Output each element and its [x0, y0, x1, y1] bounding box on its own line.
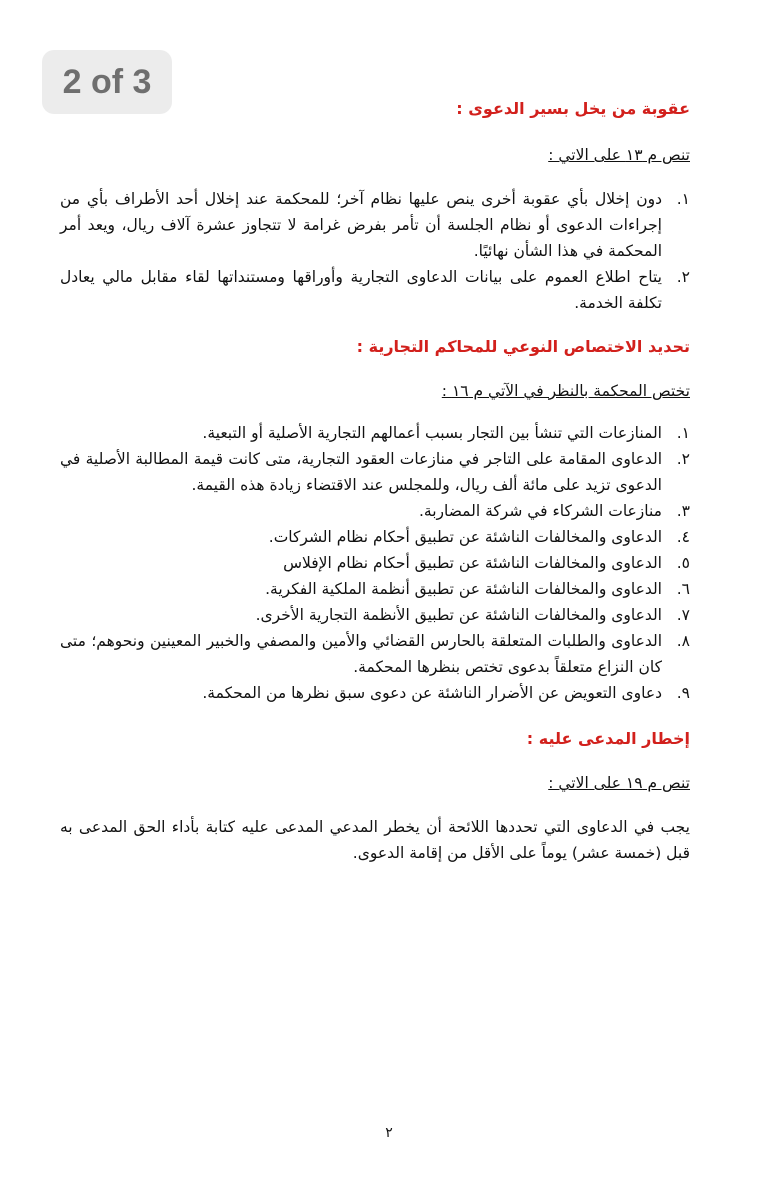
- list-item-text: الدعاوى والمخالفات الناشئة عن تطبيق أحكام نظام الشركات.: [268, 528, 662, 546]
- list-item: [60, 498, 690, 524]
- list-item-number: ٣.: [676, 502, 690, 520]
- list-item-text: يتاح اطلاع العموم على بيانات الدعاوى التجارية وأوراقها ومستنداتها لقاء مقابل مالي يعادل تكلفة الخدمة.: [60, 268, 662, 312]
- list-item-number: ٦.: [676, 580, 690, 598]
- page-indicator-badge: 2 of 3: [42, 50, 172, 114]
- section-heading-notification: إخطار المدعى عليه :: [526, 729, 690, 748]
- list-item-text: الدعاوى والمخالفات الناشئة عن تطبيق أحكام نظام الإفلاس: [283, 554, 662, 572]
- list-item: [60, 186, 690, 264]
- list-item-text: دون إخلال بأي عقوبة أخرى ينص عليها نظام آخر؛ للمحكمة عند إخلال أحد الأطراف بأي من إجراءات الدعوى أو نظام الجلسة أن تأمر بفرض غرامة لا تتجاوز عشرة آلاف ريال، ويعد أمر المحكمة في هذا الشأن نهائيًا.: [60, 190, 662, 260]
- list-item-number: ١.: [676, 190, 690, 208]
- list-item: [60, 576, 690, 602]
- list-item: [60, 524, 690, 550]
- list-item-number: ٨.: [676, 632, 690, 650]
- article-16-list: [60, 420, 690, 706]
- section-heading-jurisdiction: تحديد الاختصاص النوعي للمحاكم التجارية :: [356, 337, 690, 356]
- list-item: [60, 550, 690, 576]
- page-number: ٢: [385, 1125, 393, 1141]
- list-item: [60, 420, 690, 446]
- list-item-number: ٩.: [676, 684, 690, 702]
- list-item: [60, 446, 690, 498]
- section-subheading-article-19: تنص م ١٩ على الاتي :: [548, 774, 690, 792]
- document-body: [60, 92, 690, 866]
- list-item-text: الدعاوى والمخالفات الناشئة عن تطبيق أنظمة الملكية الفكرية.: [265, 580, 662, 598]
- article-19-paragraph: يجب في الدعاوى التي تحددها اللائحة أن يخطر المدعي المدعى عليه كتابة بأداء الحق المدعى به قبل (خمسة عشر) يوماً على الأقل من إقامة الدعوى.: [60, 818, 690, 862]
- list-item: [60, 264, 690, 316]
- list-item-text: دعاوى التعويض عن الأضرار الناشئة عن دعوى سبق نظرها من المحكمة.: [202, 684, 662, 702]
- list-item-number: ١.: [676, 424, 690, 442]
- list-item-text: الدعاوى والمخالفات الناشئة عن تطبيق الأنظمة التجارية الأخرى.: [255, 606, 662, 624]
- section-heading-penalty: عقوبة من يخل بسير الدعوى :: [456, 99, 690, 118]
- list-item-text: الدعاوى والطلبات المتعلقة بالحارس القضائي والأمين والمصفي والخبير المعينين ونحوهم؛ متى كان النزاع متعلقاً بدعوى تختص بنظرها المحكمة.: [60, 632, 662, 676]
- section-subheading-article-16: تختص المحكمة بالنظر في الآتي م ١٦ :: [441, 382, 690, 400]
- article-13-list: [60, 186, 690, 316]
- list-item: [60, 680, 690, 706]
- list-item-text: الدعاوى المقامة على التاجر في منازعات العقود التجارية، متى كانت قيمة المطالبة الأصلية في الدعوى تزيد على مائة ألف ريال، وللمجلس عند الاقتضاء زيادة هذه القيمة.: [60, 450, 662, 494]
- list-item: [60, 602, 690, 628]
- list-item-number: ٤.: [676, 528, 690, 546]
- list-item-number: ٧.: [676, 606, 690, 624]
- section-subheading-article-13: تنص م ١٣ على الاتي :: [548, 146, 690, 164]
- list-item-number: ٢.: [676, 450, 690, 468]
- list-item-number: ٥.: [676, 554, 690, 572]
- list-item: [60, 628, 690, 680]
- list-item-text: منازعات الشركاء في شركة المضاربة.: [418, 502, 662, 520]
- list-item-number: ٢.: [676, 268, 690, 286]
- list-item-text: المنازعات التي تنشأ بين التجار بسبب أعمالهم التجارية الأصلية أو التبعية.: [202, 424, 662, 442]
